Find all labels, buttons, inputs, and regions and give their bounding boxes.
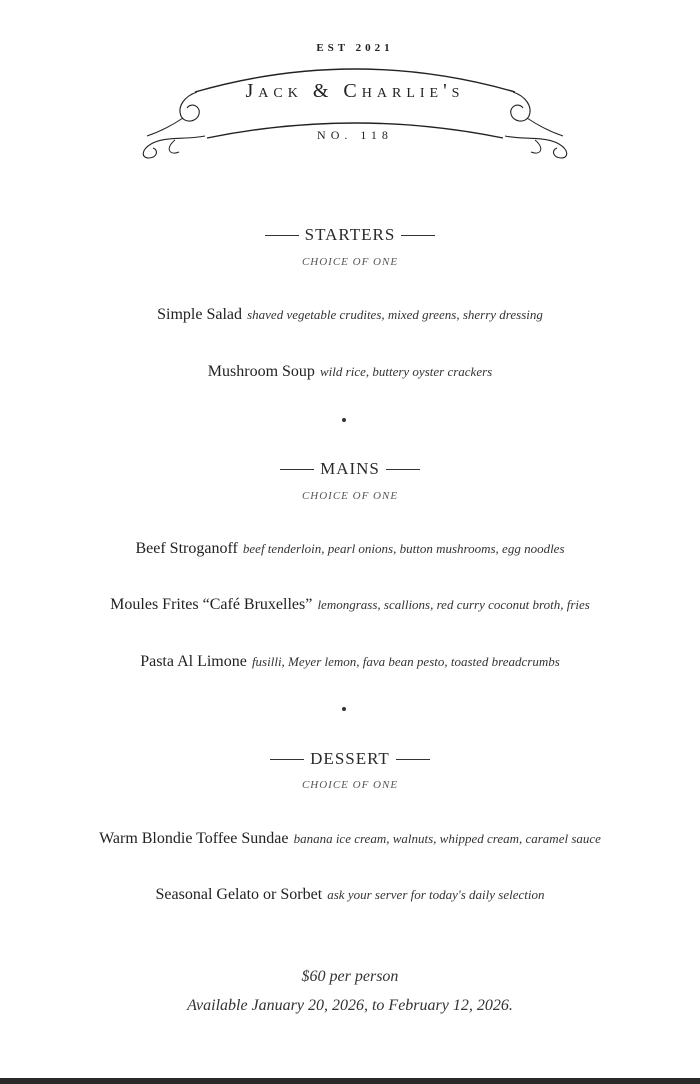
- menu-item: [0, 828, 700, 848]
- section-subtitle-starters: CHOICE OF ONE: [301, 256, 399, 268]
- title-rule-left: [270, 759, 304, 760]
- dish-name: Pasta Al Limone: [140, 653, 247, 670]
- section-divider-dot: [342, 707, 346, 711]
- menu-item: [0, 884, 700, 904]
- section-title-text: DESSERT: [310, 749, 390, 768]
- title-rule-right: [386, 469, 420, 470]
- dish-description: ask your server for today's daily selection: [327, 887, 545, 902]
- section-subtitle-dessert: CHOICE OF ONE: [301, 779, 399, 791]
- dish-description: shaved vegetable crudites, mixed greens, sherry dressing: [247, 307, 543, 322]
- title-rule-left: [265, 235, 299, 236]
- menu-item: [0, 361, 700, 381]
- dish-name: Mushroom Soup: [207, 363, 315, 380]
- logo-est-text: EST 2021: [316, 42, 394, 54]
- menu-item: [0, 304, 700, 324]
- availability-text: Available January 20, 2026, to February 12, 2026.: [187, 997, 513, 1014]
- section-title-dessert: [0, 749, 700, 769]
- dish-name: Moules Frites “Café Bruxelles”: [110, 596, 313, 613]
- dish-description: lemongrass, scallions, red curry coconut broth, fries: [317, 597, 590, 612]
- title-rule-right: [401, 235, 435, 236]
- dish-description: beef tenderloin, pearl onions, button mushrooms, egg noodles: [242, 541, 565, 556]
- dish-name: Beef Stroganoff: [135, 540, 238, 557]
- bottom-border: [0, 1078, 700, 1084]
- dish-description: banana ice cream, walnuts, whipped cream, caramel sauce: [293, 831, 601, 846]
- section-title-mains: [0, 459, 700, 479]
- dish-name: Simple Salad: [157, 306, 242, 323]
- dish-name: Warm Blondie Toffee Sundae: [99, 830, 289, 847]
- section-title-starters: [0, 225, 700, 245]
- section-title-text: STARTERS: [304, 225, 396, 244]
- dish-description: fusilli, Meyer lemon, fava bean pesto, toasted breadcrumbs: [251, 654, 560, 669]
- price-text: $60 per person: [301, 968, 399, 985]
- dish-description: wild rice, buttery oyster crackers: [320, 364, 493, 379]
- section-divider-dot: [342, 418, 346, 422]
- title-rule-right: [396, 759, 430, 760]
- menu-item: [0, 651, 700, 671]
- section-title-text: MAINS: [320, 459, 380, 478]
- menu-item: [0, 594, 700, 614]
- logo-number-text: NO. 118: [317, 128, 393, 142]
- dish-name: Seasonal Gelato or Sorbet: [155, 886, 323, 903]
- section-subtitle-mains: CHOICE OF ONE: [301, 490, 399, 502]
- menu-item: [0, 538, 700, 558]
- title-rule-left: [280, 469, 314, 470]
- logo-restaurant-name: Jack & Charlie's: [245, 80, 465, 102]
- restaurant-logo: [135, 36, 575, 166]
